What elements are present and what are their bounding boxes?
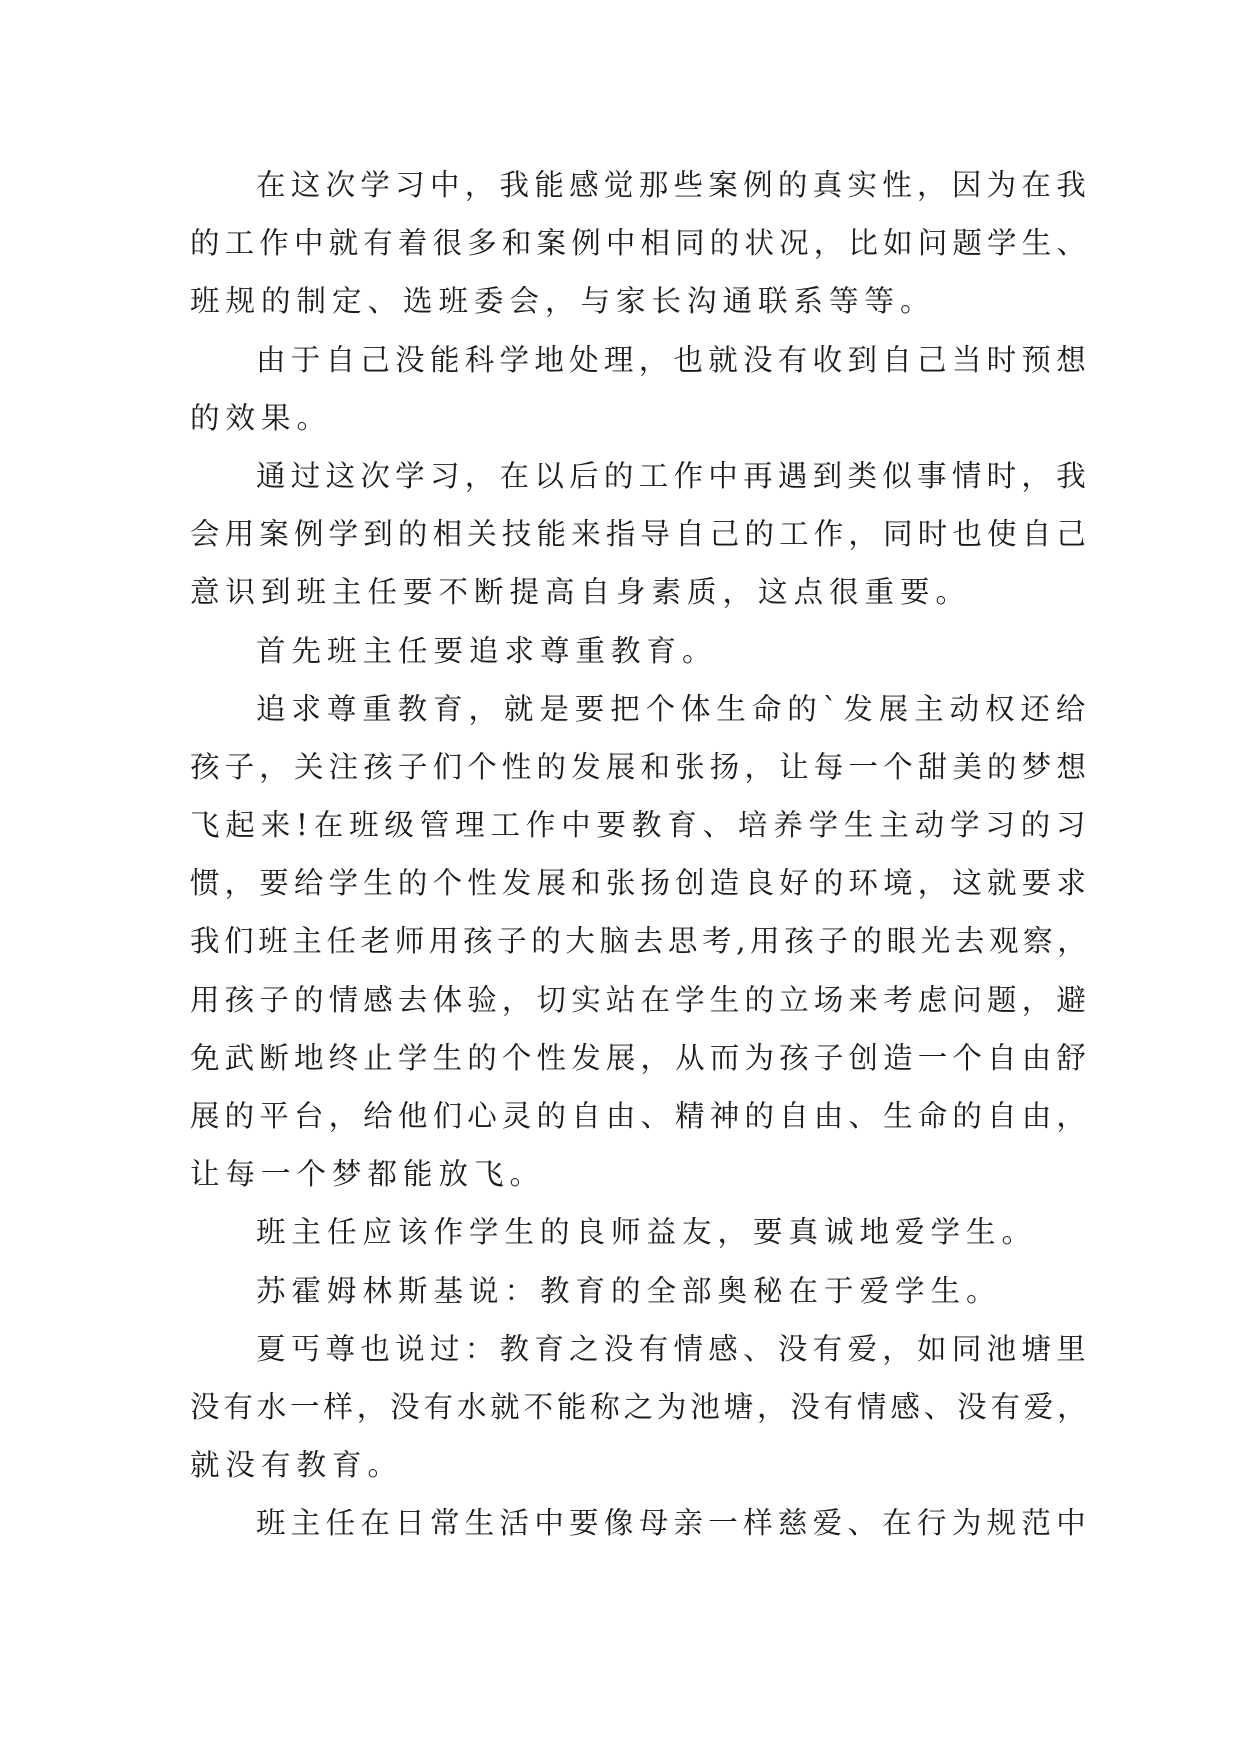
body-text — [190, 156, 1092, 1553]
text-line: 通过这次学习，在以后的工作中再遇到类似事情时，我 — [256, 458, 1092, 493]
text-line: 在这次学习中，我能感觉那些案例的真实性，因为在我 — [256, 168, 1092, 202]
text-line: 苏霍姆林斯基说：教育的全部奥秘在于爱学生。 — [256, 1273, 1002, 1308]
text-line: 追求尊重教育，就是要把个体生命的`发展主动权还给 — [256, 691, 1092, 726]
text-line: 我们班主任老师用孩子的大脑去思考,用孩子的眼光去观察， — [190, 924, 1092, 959]
text-line: 让每一个梦都能放飞。 — [190, 1157, 546, 1192]
text-line: 孩子，关注孩子们个性的发展和张扬，让每一个甜美的梦想 — [190, 749, 1092, 784]
text-line: 意识到班主任要不断提高自身素质，这点很重要。 — [190, 575, 972, 610]
text-line: 的效果。 — [190, 400, 333, 435]
text-line: 免武断地终止学生的个性发展，从而为孩子创造一个自由舒 — [190, 1040, 1092, 1075]
text-line: 班规的制定、选班委会，与家长沟通联系等等。 — [190, 284, 936, 319]
text-line: 会用案例学到的相关技能来指导自己的工作，同时也使自己 — [190, 517, 1092, 552]
text-line: 没有水一样，没有水就不能称之为池塘，没有情感、没有爱， — [190, 1389, 1091, 1424]
text-line: 的工作中就有着很多和案例中相同的状况，比如问题学生、 — [190, 226, 1092, 261]
text-line: 班主任在日常生活中要像母亲一样慈爱、在行为规范中 — [256, 1506, 1092, 1541]
text-line: 由于自己没能科学地处理，也就没有收到自己当时预想 — [256, 342, 1092, 377]
text-line: 班主任应该作学生的良师益友，要真诚地爱学生。 — [256, 1215, 1038, 1250]
text-line: 就没有教育。 — [190, 1448, 404, 1483]
text-line: 惯，要给学生的个性发展和张扬创造良好的环境，这就要求 — [190, 866, 1092, 901]
text-line: 飞起来!在班级管理工作中要教育、培养学生主动学习的习 — [190, 808, 1092, 843]
text-line: 用孩子的情感去体验，切实站在学生的立场来考虑问题，避 — [190, 982, 1092, 1017]
text-line: 展的平台，给他们心灵的自由、精神的自由、生命的自由， — [190, 1099, 1092, 1133]
text-line: 夏丐尊也说过：教育之没有情感、没有爱，如同池塘里 — [256, 1331, 1092, 1366]
text-line: 首先班主任要追求尊重教育。 — [256, 633, 718, 668]
